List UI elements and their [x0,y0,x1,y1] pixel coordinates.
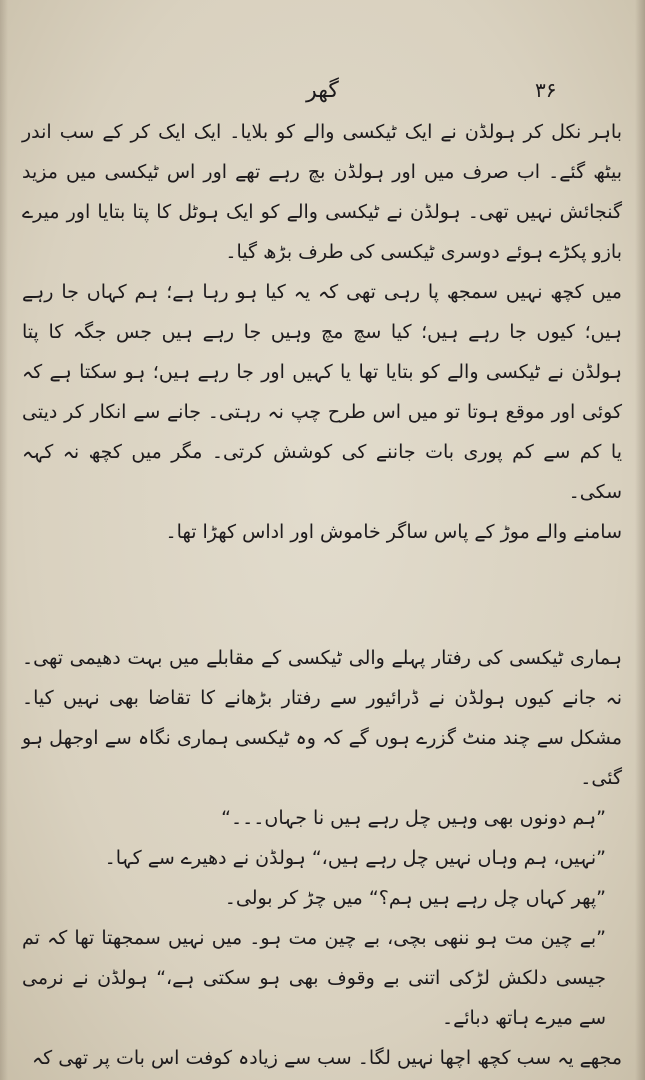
dialogue-line: ”ہم دونوں بھی وہیں چل رہے ہیں نا جہاں۔۔۔“ [221,807,606,829]
paragraph: ہماری ٹیکسی کی رفتار پہلے والی ٹیکسی کے مقابلے میں بہت دھیمی تھی۔ نہ جانے کیوں ہولڈن نے ڈرائیور سے رفتار بڑھانے کا تقاضا بھی نہیں کیا۔ مشکل سے چند منٹ گزرے ہوں گے کہ وہ ٹیکسی ہماری نگاہ سے اوجھل ہو گئی۔ [22,647,622,789]
page-number: ۳۶ [535,78,557,102]
running-head: گھر [306,78,339,103]
dialogue-line: ”بے چین مت ہو ننھی بچی، بے چین مت ہو۔ میں نہیں سمجھتا تھا کہ تم جیسی دلکش لڑکی اتنی بے وقوف بھی ہو سکتی ہے،“ ہولڈن نے نرمی سے میرے ہاتھ دبائے۔ [22,927,606,1029]
page-edge-shadow [0,0,8,1080]
paragraph: باہر نکل کر ہولڈن نے ایک ٹیکسی والے کو بلایا۔ ایک ایک کر کے سب اندر بیٹھ گئے۔ اب صرف میں اور ہولڈن بچ رہے تھے اور اس ٹیکسی میں مزید گنجائش نہیں تھی۔ ہولڈن نے ٹیکسی والے کو ایک ہوٹل کا پتا بتایا اور میرے بازو پکڑے ہوئے دوسری ٹیکسی کی طرف بڑھ گیا۔ [22,121,622,263]
paragraph: سامنے والے موڑ کے پاس ساگر خاموش اور اداس کھڑا تھا۔ [165,521,622,543]
paragraph: مجھے یہ سب کچھ اچھا نہیں لگا۔ سب سے زیادہ کوفت اس بات پر تھی کہ [32,1047,622,1069]
body-text [22,112,622,1078]
dialogue-line: ”نہیں، ہم وہاں نہیں چل رہے ہیں،“ ہولڈن نے دھیرے سے کہا۔ [104,847,606,869]
page-edge-shadow [635,0,645,1080]
paragraph: میں کچھ نہیں سمجھ پا رہی تھی کہ یہ کیا ہو رہا ہے؛ ہم کہاں جا رہے ہیں؛ کیوں جا رہے ہیں؛ کیا سچ مچ وہیں جا رہے ہیں جس جگہ کا پتا ہولڈن نے ٹیکسی والے کو بتایا تھا یا کہیں اور جا رہے ہیں؛ ہو سکتا ہے کہ کوئی اور موقع ہوتا تو میں اس طرح چپ نہ رہتی۔ جانے سے انکار کر دیتی یا کم سے کم پوری بات جاننے کی کوشش کرتی۔ مگر میں کچھ نہ کہہ سکی۔ [22,281,622,503]
dialogue-line: ”پھر کہاں چل رہے ہیں ہم؟“ میں چڑ کر بولی۔ [224,887,606,909]
